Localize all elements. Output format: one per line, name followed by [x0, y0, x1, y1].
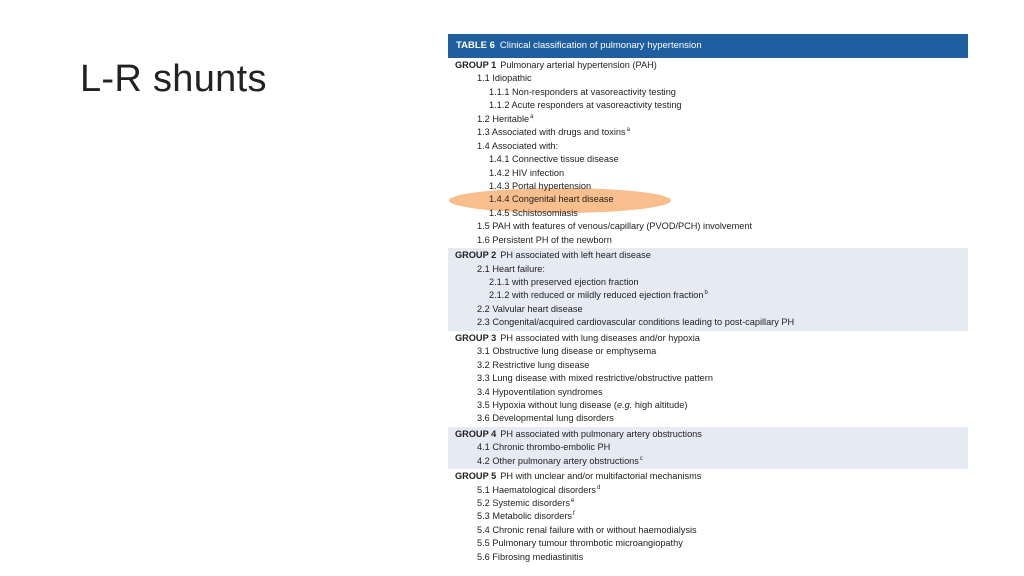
group-title: PH associated with pulmonary artery obstructions: [500, 428, 702, 439]
table-row: [448, 113, 968, 126]
table-row: [448, 497, 968, 510]
row-text: 3.2 Restrictive lung disease: [477, 359, 590, 370]
group-block: [448, 331, 968, 427]
row-text: 1.4 Associated with:: [477, 140, 559, 151]
footnote-marker: f: [572, 511, 575, 518]
group-tag: GROUP 4: [455, 428, 497, 439]
group-heading: [448, 59, 968, 72]
table-header: [448, 34, 968, 58]
row-text: 1.6 Persistent PH of the newborn: [477, 234, 612, 245]
group-heading: [448, 332, 968, 345]
row-text: 1.3 Associated with drugs and toxins: [477, 127, 626, 138]
row-text: 1.4.3 Portal hypertension: [489, 180, 592, 191]
group-title: PH with unclear and/or multifactorial mechanisms: [500, 471, 702, 482]
table-row: [448, 234, 968, 247]
row-text: 2.2 Valvular heart disease: [477, 303, 583, 314]
group-tag: GROUP 3: [455, 332, 497, 343]
group-title: Pulmonary arterial hypertension (PAH): [500, 60, 657, 70]
table-row: [448, 372, 968, 385]
table-row: [448, 386, 968, 399]
group-title: PH associated with lung diseases and/or hypoxia: [500, 332, 700, 343]
group-heading: [448, 470, 968, 483]
row-text: 1.4.2 HIV infection: [489, 167, 565, 178]
table-row: [448, 220, 968, 233]
table-row: [448, 180, 968, 193]
row-text: 1.1 Idiopathic: [477, 73, 532, 84]
table-row: [448, 99, 968, 112]
table-row: [448, 276, 968, 289]
row-text: 2.1.1 with preserved ejection fraction: [489, 277, 639, 287]
group-block: [448, 469, 968, 565]
group-block: [448, 58, 968, 248]
table-number: TABLE 6: [456, 40, 495, 51]
footnote-marker: c: [639, 455, 643, 462]
footnote-marker: b: [704, 290, 708, 297]
row-text: 3.1 Obstructive lung disease or emphysema: [477, 346, 657, 357]
table-row: [448, 551, 968, 564]
table-row: [448, 524, 968, 537]
row-text: 1.1.2 Acute responders at vasoreactivity testing: [489, 100, 682, 111]
row-text-tail: high altitude): [632, 399, 688, 410]
table-row: [448, 399, 968, 412]
row-text: 5.6 Fibrosing mediastinitis: [477, 551, 584, 562]
table-row: [448, 537, 968, 550]
table-row: [448, 359, 968, 372]
table-row: [448, 303, 968, 316]
group-tag: GROUP 2: [455, 250, 497, 261]
classification-table: [448, 34, 968, 565]
table-row: [448, 72, 968, 85]
group-tag: GROUP 1: [455, 60, 497, 70]
table-row: [448, 484, 968, 497]
table-body: [448, 58, 968, 565]
row-text: 3.5 Hypoxia without lung disease (: [477, 399, 617, 410]
table-row: [448, 455, 968, 468]
table-row: [448, 86, 968, 99]
group-tag: GROUP 5: [455, 471, 497, 482]
table-row: [448, 140, 968, 153]
row-text: 1.5 PAH with features of venous/capillary (PVOD/PCH) involvement: [477, 221, 753, 232]
table-row: [448, 441, 968, 454]
row-text: 5.2 Systemic disorders: [477, 498, 570, 508]
row-text: 3.4 Hypoventilation syndromes: [477, 386, 603, 397]
row-text: 3.3 Lung disease with mixed restrictive/obstructive pattern: [477, 373, 713, 384]
row-text: 1.4.5 Schistosomiasis: [489, 207, 578, 218]
row-text: 5.5 Pulmonary tumour thrombotic microangiopathy: [477, 538, 683, 549]
group-block: [448, 427, 968, 469]
table-row-highlighted: [448, 193, 968, 206]
row-text: 3.6 Developmental lung disorders: [477, 413, 614, 424]
table-caption: Clinical classification of pulmonary hypertension: [499, 40, 702, 51]
row-text: 1.1.1 Non-responders at vasoreactivity testing: [489, 86, 676, 97]
footnote-marker: a: [626, 127, 630, 134]
table-row: [448, 207, 968, 220]
row-text: 5.4 Chronic renal failure with or without haemodialysis: [477, 524, 697, 535]
group-heading: [448, 249, 968, 262]
row-text: 2.3 Congenital/acquired cardiovascular conditions leading to post-capillary PH: [477, 317, 795, 328]
table-row: [448, 263, 968, 276]
table-row: [448, 345, 968, 358]
table-row: [448, 316, 968, 329]
row-text: 1.2 Heritable: [477, 113, 530, 124]
row-text: 5.1 Haematological disorders: [477, 484, 596, 495]
table-row: [448, 412, 968, 425]
table-row: [448, 289, 968, 302]
footnote-marker: d: [597, 484, 601, 491]
table-row: [448, 153, 968, 166]
group-heading: [448, 428, 968, 441]
row-text: 4.1 Chronic thrombo-embolic PH: [477, 442, 611, 453]
table-row: [448, 510, 968, 523]
group-title: PH associated with left heart disease: [500, 250, 651, 261]
row-text: 1.4.4 Congenital heart disease: [489, 194, 614, 205]
footnote-marker: e: [570, 498, 575, 504]
footnote-marker: a: [530, 113, 534, 120]
table-row: [448, 167, 968, 180]
slide-title: L-R shunts: [80, 58, 267, 100]
group-block: [448, 248, 968, 331]
row-text: 2.1 Heart failure:: [477, 263, 545, 274]
table-row: [448, 126, 968, 139]
row-text: 4.2 Other pulmonary artery obstructions: [477, 455, 639, 466]
row-italic: e.g.: [616, 399, 633, 410]
row-text: 5.3 Metabolic disorders: [477, 511, 572, 522]
row-text: 1.4.1 Connective tissue disease: [489, 154, 619, 165]
row-text: 2.1.2 with reduced or mildly reduced ejection fraction: [489, 290, 704, 301]
